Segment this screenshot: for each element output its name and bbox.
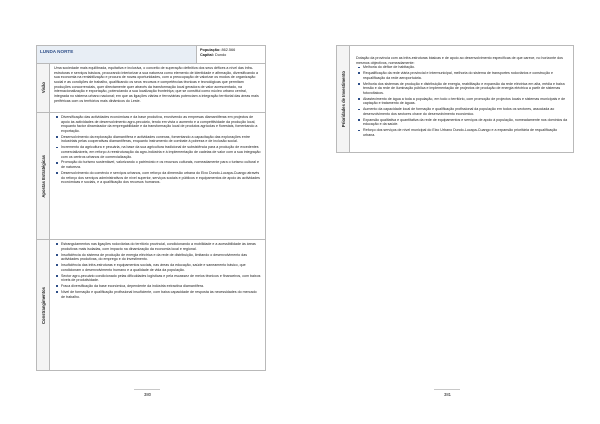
province-profile-table [36,45,266,371]
page-number-right: 381 [444,392,451,397]
constrangimentos-label-cell [37,240,50,370]
visao-label-cell [37,64,50,112]
population-label: População: [200,48,221,52]
apostas-label-cell [37,113,50,239]
visao-row [37,64,265,113]
constrangimentos-label: Constrangimentos [40,286,46,324]
list-item: Diversificação das actividades económicas e da base produtiva, envolvendo as empresas diamantíferas em projectos de apoio às actividades de desenvolvimento agro-pecuário, tendo em vista o aumento e a competitividade da produção local, enquanto factor dinamizador da empregabilidade e da transformação local de produtos agrícolas e florestais, fomentando a exportação. [61,115,261,134]
population-value: 862.566 [221,48,236,52]
visao-text-cell [50,64,265,112]
list-item: Estrangulamentos nas ligações rodoviárias do território provincial, condicionando a mobilidade e a acessibilidade às áreas produtivas mais isoladas, com impacto na dinamização da economia local e regional. [61,242,261,251]
list-item: Sector agro-pecuário condicionado pelas dificuldades logísticas e pela escassez de meios técnicos e financeiros, com baixos níveis de produtividade. [61,273,261,283]
page-number-rule [434,389,460,390]
list-item: Fraca diversificação da base económica, dependente da indústria extractiva diamantífera. [61,284,261,289]
apostas-label: Apostas Estratégicas [40,154,46,198]
apostas-row [37,113,265,240]
list-item: Abastecimento de água a toda a população, em todo o território, com promoção de projectos locais e sistemas municipais e de captação e tratamento de águas. [363,97,569,106]
region-name: LUNDA NORTE [40,49,74,54]
constrangimentos-row [37,240,265,370]
prioridades-label: Prioridades de Investimento [340,70,346,128]
population-capital [196,46,265,63]
visao-text: Uma sociedade mais equilibrada, equitativa e inclusiva, o conceito de superação definitiva dos seus défices a nível das infra-estruturas e serviços básicos, procurando interiorizar a sua natureza como elemento de identidade e afirmação, diversificando a sua economia na rentabilização e procura de novas oportunidades, com a preocupação de valorizar os modos de organização social e as condições de trabalho, qualificando os seus recursos e competências técnicas e tecnológicas que permitam produções concorrenciais, quer directamente quer através da transformação local geradora de valor acrescentado, na internacionalização e exportação, potenciando a sua localização fronteiriça; que se constitui como núcleo urbano central, integrada no sistema urbano nacional; em que as ligações viárias e ferroviárias potenciam a integração territorial das áreas mais periféricas com os territórios mais dinâmicos do Leste. [54,66,259,103]
apostas-list-cell [50,113,265,239]
list-item: Incremento da agricultura e pecuária, na base da sua agricultura tradicional de subsistência para a produção de excedentes comercializáveis, em reforço à reestruturação da agro-indústria e à implementação de cadeias de valor com a sua integração com os centros urbanos de comercialização. [61,145,261,159]
capital-value: Dundo [215,52,227,57]
list-item: Desenvolvimento da exploração diamantífera e actividades conexas, fomentando a capacitação das explorações entre industriais pelas cooperativas diamantíferas, enquanto instrumento de combate à pobreza e de inclusão social. [61,135,261,144]
apostas-list [54,115,261,185]
list-item: Aumento da capacidade local de formação e qualificação profissional da população em todos os sectores, associada ao desenvolvimento dos sectores chave do desenvolvimento económico. [363,107,569,116]
prioridades-text-cell [350,46,573,152]
prioridades-intro: Dotação da província com as infra-estruturas básicas e de apoio ao desenvolvimento específicas de que carece, no horizonte dos mesmos objectivos, nomeadamente: [356,56,563,65]
list-item: Melhoria do défice de habitação. [363,65,569,70]
list-item: Melhoria dos sistemas de produção e distribuição de energia, reabilitação e expansão da rede eléctrica em alta, média e baixa tensão e da rede de iluminação pública e implementação de projectos de produção de energia eléctrica a partir de sistemas fotovoltaicos. [363,82,569,96]
constrangimentos-list [54,242,261,299]
list-item: Expansão qualitativa e quantitativa da rede de equipamentos e serviços de apoio à população, nomeadamente nos domínios da educação e da saúde. [363,117,568,127]
page-number-rule [134,389,160,390]
page-number-left: 380 [144,392,151,397]
list-item: Insuficiência do sistema de produção de energia eléctrica e da rede de distribuição, limitando o desenvolvimento das actividades produtivas, do emprego e do investimento. [61,253,261,262]
capital-line [200,53,265,58]
capital-label: Capital: [200,52,214,57]
list-item: Nível de formação e qualificação profissional insuficiente, com baixa capacidade de resposta às necessidades do mercado de trabalho. [61,290,261,299]
list-item: Insuficiência das infra-estruturas e equipamentos sociais, nas áreas da educação, saúde e saneamento básico, que condicionam o desenvolvimento humano e a qualidade de vida da população. [61,263,261,272]
prioridades-list [356,65,569,137]
table-header [37,46,265,64]
visao-label: Visão [40,82,46,94]
right-page [300,0,600,424]
investment-priorities-table [336,45,574,153]
list-item: Promoção do turismo sustentável, valorizando o património e os recursos culturais, nomeadamente para o turismo cultural e de natureza. [61,160,261,169]
constrangimentos-list-cell [50,240,265,370]
list-item: Desenvolvimento do comércio e serviços urbanos, com reforço da dimensão urbana do Eixo Dundo-Lucapa-Cuango através do reforço dos serviços administrativos de nível superior, serviços sociais e públicos e equipamentos de apoio às actividades económicas e sociais, e a qualificação dos recursos humanos. [61,170,260,185]
prioridades-label-cell [337,46,350,152]
list-item: Reforço dos serviços de nível municipal do Eixo Urbano Dundo-Lucapa-Cuango e a expansão prioritária de requalificação urbana. [363,128,569,137]
list-item: Requalificação da rede viária provincial e intermunicipal, melhoria do sistema de transportes rodoviários e construção e requalificação da rede aeroportuária. [363,71,569,80]
